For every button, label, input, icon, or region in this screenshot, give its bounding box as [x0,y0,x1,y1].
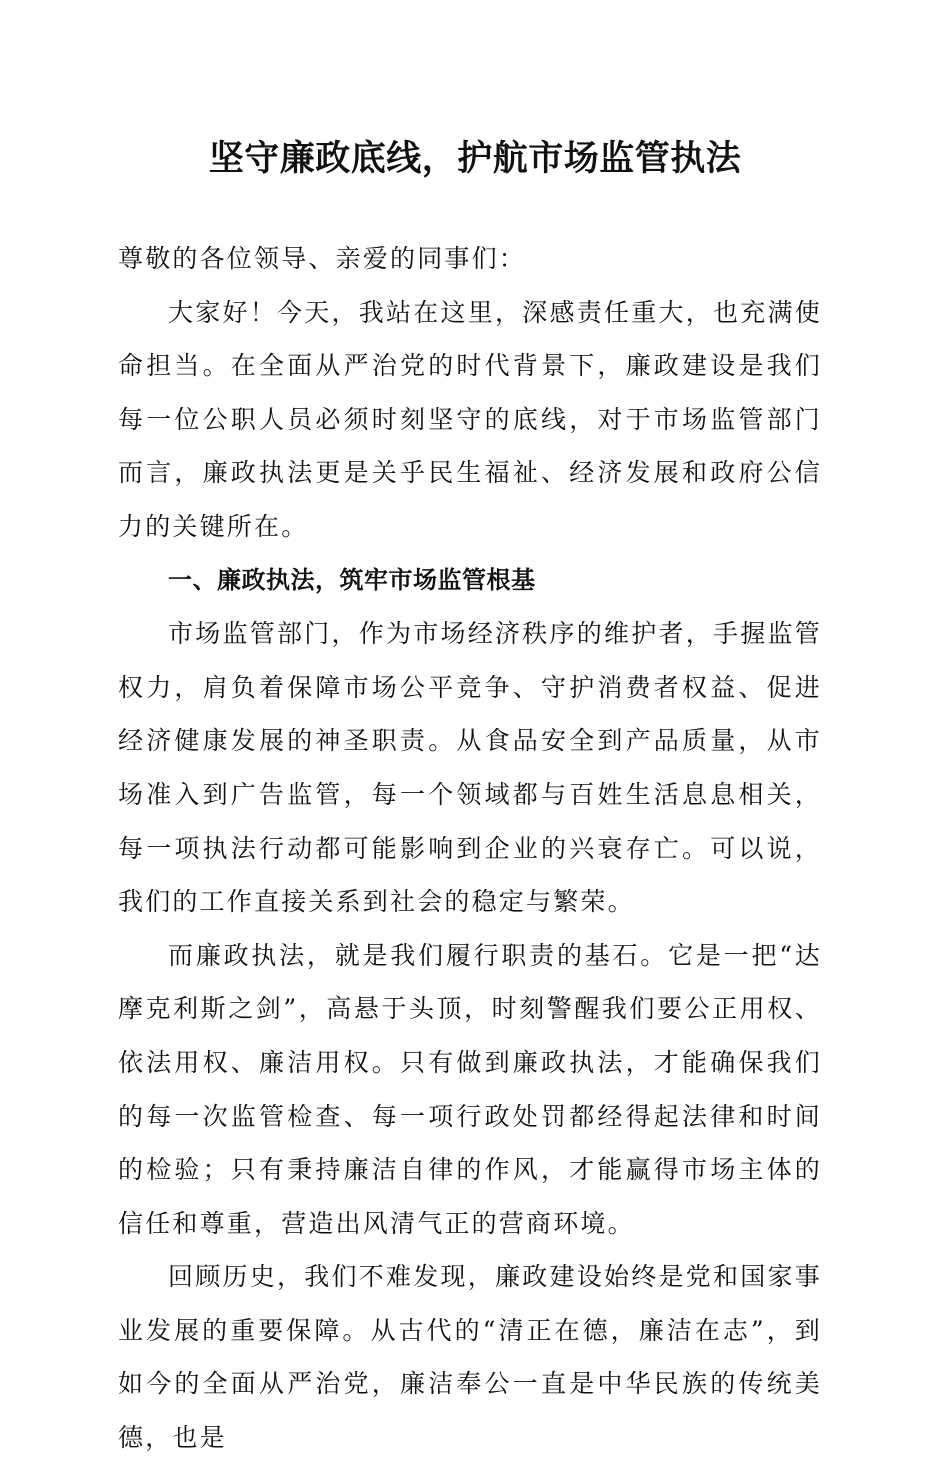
body-paragraph: 回顾历史，我们不难发现，廉政建设始终是党和国家事业发展的重要保障。从古代的“清正在德，廉洁在志”，到如今的全面从严治党，廉洁奉公一直是中华民族的传统美德，也是 [118,1262,822,1453]
body-paragraph: 市场监管部门，作为市场经济秩序的维护者，手握监管权力，肩负着保障市场公平竞争、守护消费者权益、促进经济健康发展的神圣职责。从食品安全到产品质量，从市场准入到广告监管，每一个领域都与百姓生活息息相关，每一项执法行动都可能影响到企业的兴衰存亡。可以说，我们的工作直接关系到社会的稳定与繁荣。 [118,619,822,917]
document-title: 坚守廉政底线，护航市场监管执法 [208,138,742,179]
document-body [118,232,822,1465]
intro-paragraph: 大家好！今天，我站在这里，深感责任重大，也充满使命担当。在全面从严治党的时代背景下，廉政建设是我们每一位公职人员必须时刻坚守的底线，对于市场监管部门而言，廉政执法更是关乎民生福祉、经济发展和政府公信力的关键所在。 [118,297,822,541]
section-heading: 一、廉政执法，筑牢市场监管根基 [168,565,536,594]
body-paragraph: 而廉政执法，就是我们履行职责的基石。它是一把“达摩克利斯之剑”，高悬于头顶，时刻警醒我们要公正用权、依法用权、廉洁用权。只有做到廉政执法，才能确保我们的每一次监管检查、每一项行政处罚都经得起法律和时间的检验；只有秉持廉洁自律的作风，才能赢得市场主体的信任和尊重，营造出风清气正的营商环境。 [118,940,822,1238]
salutation: 尊敬的各位领导、亲爱的同事们： [118,244,527,273]
